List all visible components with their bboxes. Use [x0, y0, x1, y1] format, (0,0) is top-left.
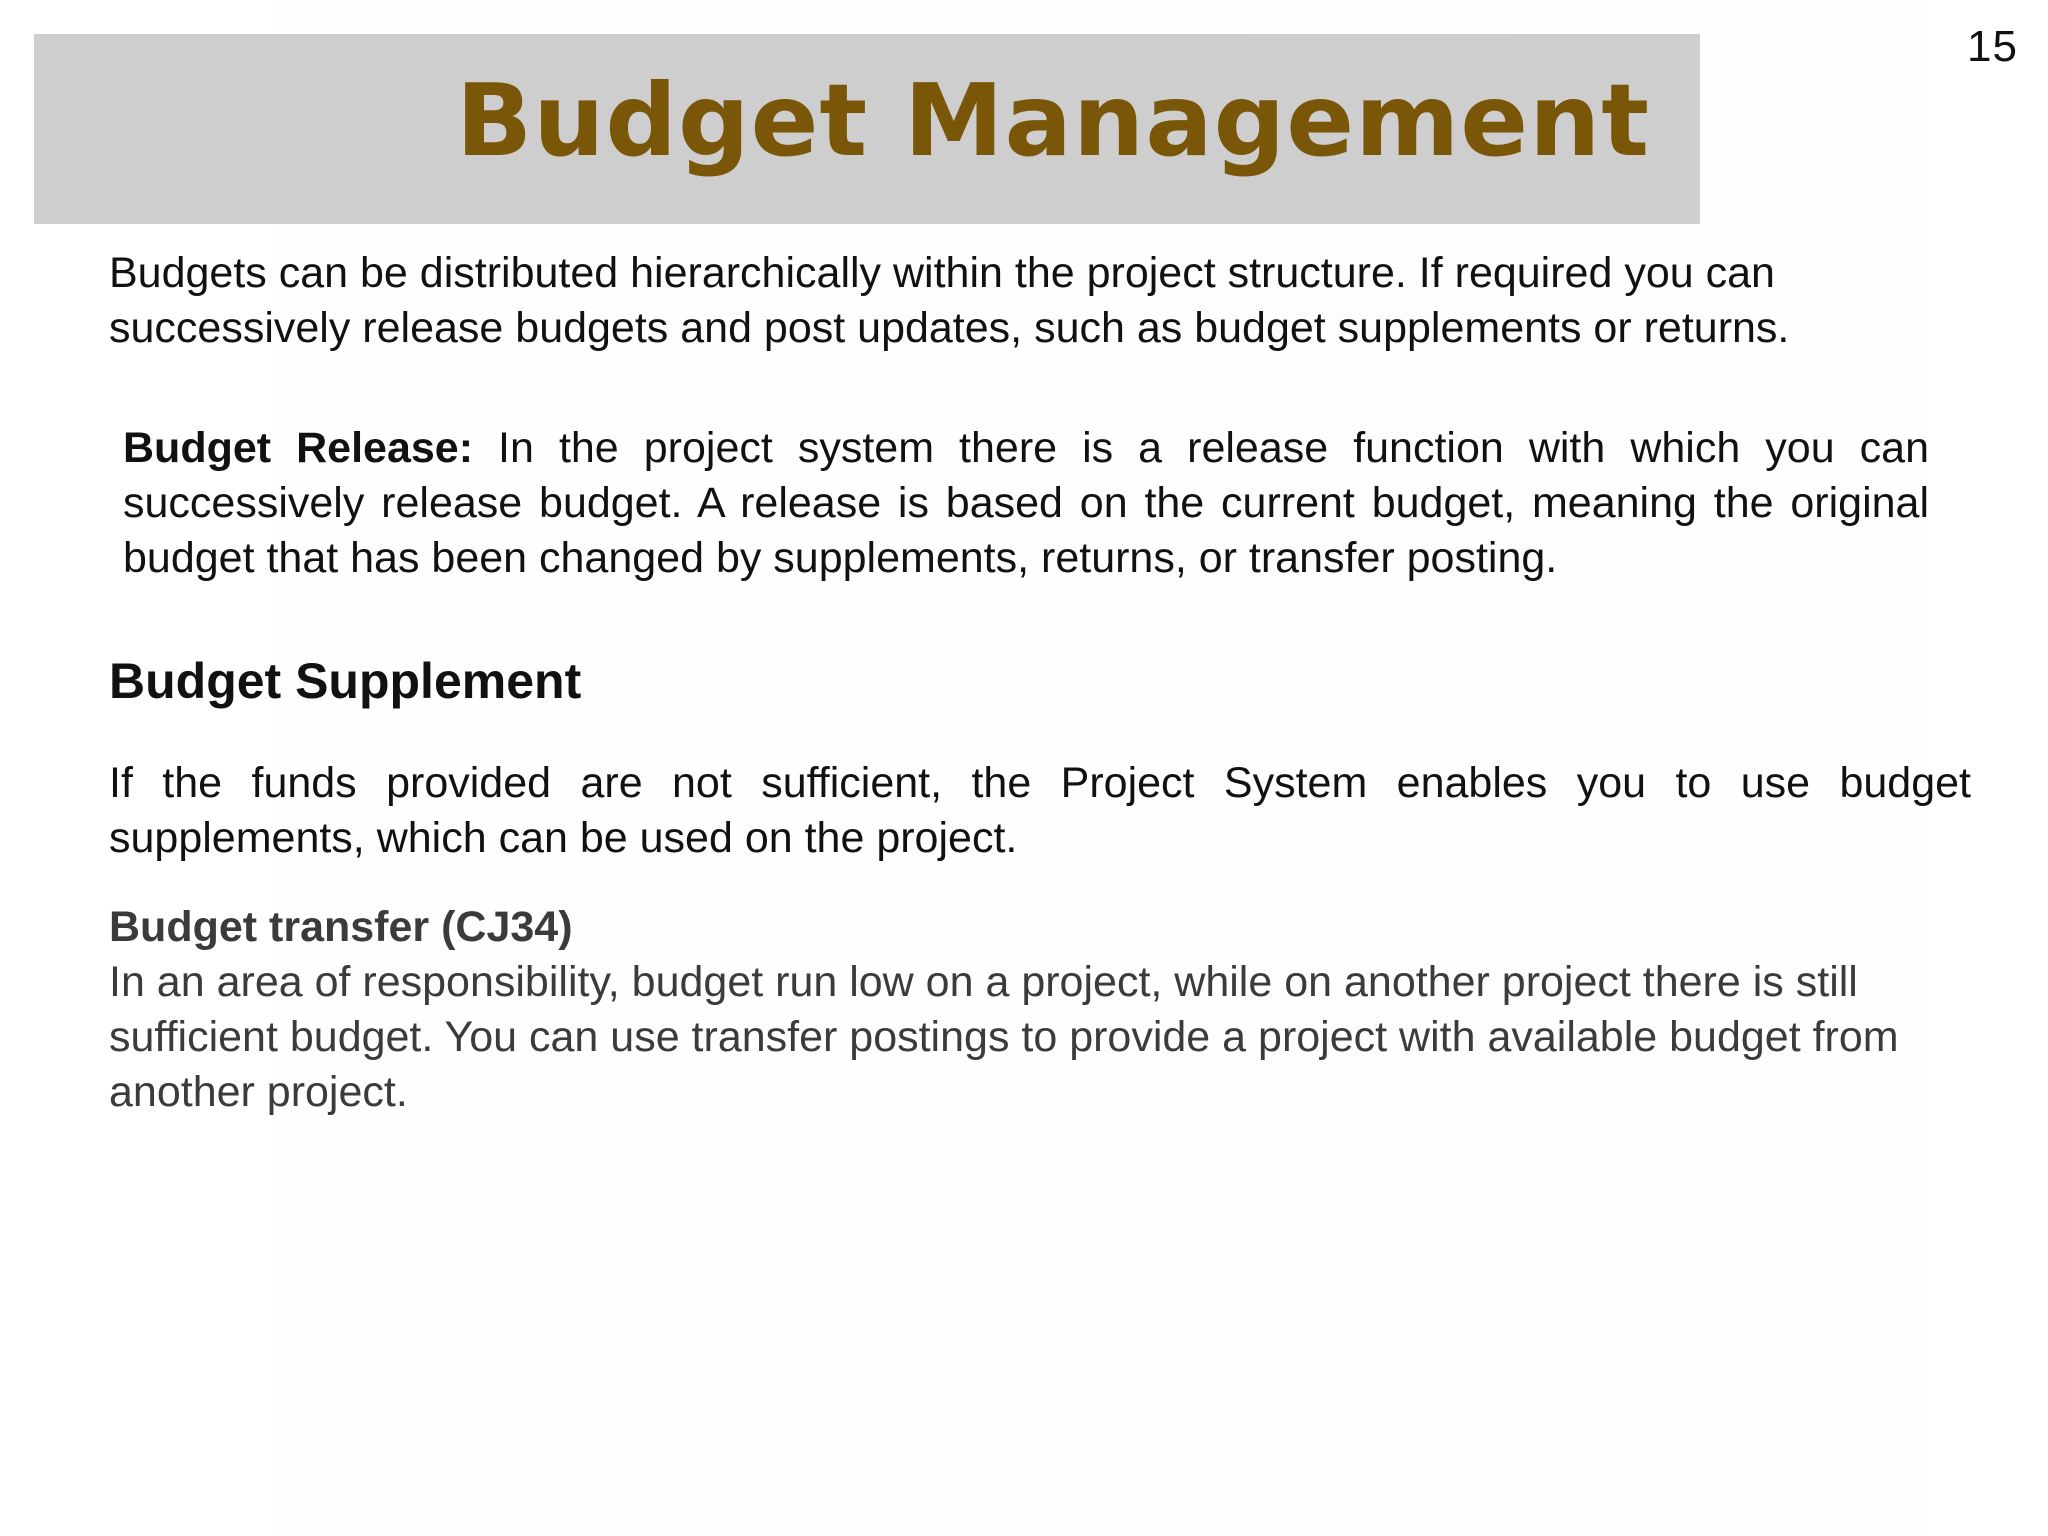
intro-paragraph: Budgets can be distributed hierarchically within the project structure. If required you can successively release budgets and post updates, such as budget supplements or returns.: [109, 249, 1790, 352]
budget-release-paragraph: [123, 421, 1929, 586]
budget-release-text: In the project system there is a release function with which you can successively release budget. A release is based on the current budget, meaning the original budget that has been changed by supplements, returns, or transfer posting.: [123, 424, 1929, 582]
budget-supplement-heading: Budget Supplement: [109, 653, 582, 709]
budget-supplement-paragraph: If the funds provided are not sufficient, the Project System enables you to use budget supplements, which can be used on the project.: [109, 759, 1971, 862]
page-number: 15: [1967, 22, 2018, 71]
budget-release-label: Budget Release:: [123, 424, 474, 472]
slide-title: Budget Management: [456, 62, 1651, 179]
budget-transfer-paragraph: In an area of responsibility, budget run low on a project, while on another project there is still sufficient budget. You can use transfer postings to provide a project with available budget from another project.: [109, 958, 1899, 1116]
budget-transfer-heading: Budget transfer (CJ34): [109, 903, 573, 951]
